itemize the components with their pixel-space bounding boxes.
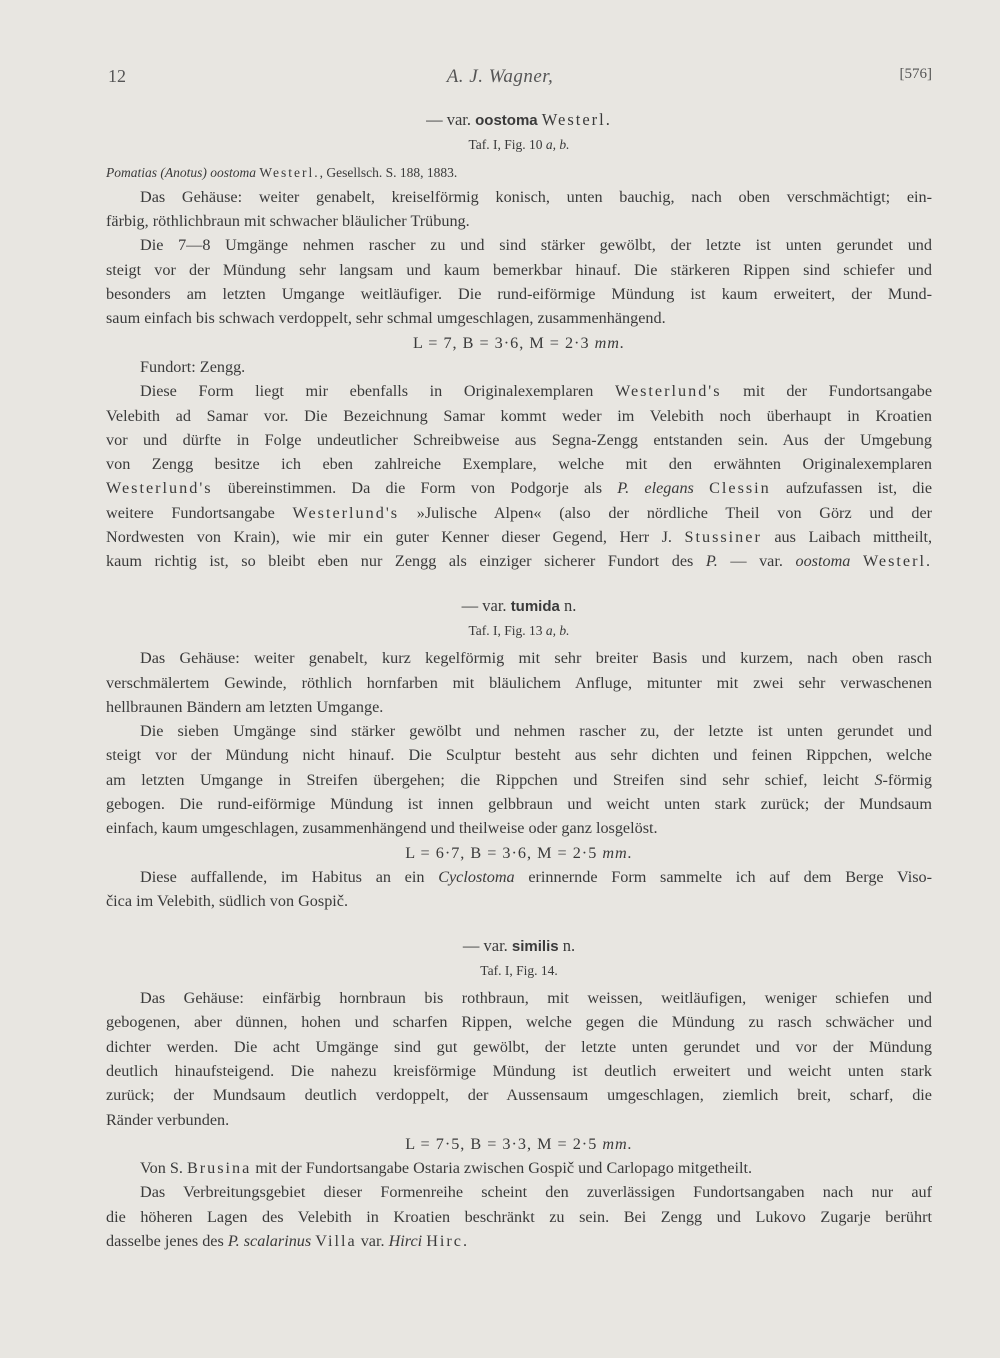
text-line: [106, 525, 932, 549]
measure-values: L = 7, B = 3·6, M = 2·3: [412, 333, 590, 352]
text-span: »Julische Alpen« (also der nördliche Theil von Görz und der: [416, 503, 933, 522]
measurements: [106, 331, 932, 355]
text-span: -förmig: [882, 770, 932, 789]
text-line: färbig, röthlichbraun mit schwacher bläulicher Trübung.: [106, 212, 470, 231]
text-line: Das Gehäuse: weiter genabelt, kurz kegelförmig mit sehr breiter Basis und kurzem, nach oben rasch: [140, 649, 932, 668]
page-number: 12: [108, 66, 126, 86]
article-body: [106, 108, 932, 1253]
text-line: [106, 1229, 932, 1253]
measurements: [106, 841, 932, 865]
author-name: Clessin: [709, 479, 771, 498]
text-line: einfach, kaum umgeschlagen, zusammenhängend und theilweise oder ganz losgelöst.: [106, 819, 658, 838]
text-line: verschmälertem Gewinde, röthlich hornfarben mit bläulichem Anfluge, mitunter mit zwei sehr verwaschenen: [106, 673, 932, 692]
var-suffix: n.: [562, 935, 576, 955]
text-line: Das Verbreitungsgebiet dieser Formenreihe scheint den zuverlässigen Fundortsangaben nach nur auf: [140, 1183, 932, 1202]
measure-values: L = 6·7, B = 3·6, M = 2·5: [405, 843, 598, 862]
author-name: Brusina: [186, 1159, 252, 1178]
text-span: kaum richtig ist, so bleibt eben nur Zengg als einziger sicherer Fundort des: [106, 552, 694, 571]
text-span: aus Laibach mittheilt,: [774, 528, 933, 547]
text-span: aufzufassen ist, die: [786, 479, 933, 498]
text-span: dasselbe jenes des: [106, 1232, 224, 1251]
author-name: Westerl.: [862, 552, 933, 571]
text-span: var.: [360, 1232, 385, 1251]
text-line: [106, 476, 932, 500]
italic-letter: S: [874, 770, 883, 789]
section-heading-similis: [106, 934, 932, 959]
measure-unit: mm.: [602, 1134, 633, 1153]
fundort: Fundort: Zengg.: [140, 357, 246, 376]
text-line: zurück; der Mundsaum deutlich verdoppelt, der Aussensaum umgeschlagen, ziemlich breit, scharf, die: [106, 1086, 932, 1105]
plate-letters: a, b.: [545, 622, 570, 638]
text-line: Die 7—8 Umgänge nehmen rascher zu und sind stärker gewölbt, der letzte ist unten gerundet und: [140, 236, 932, 255]
taxon-name: Cyclostoma: [438, 867, 515, 886]
var-suffix: n.: [563, 595, 577, 615]
text-line: [106, 865, 932, 889]
running-title: A. J. Wagner,: [446, 66, 554, 87]
section-heading-tumida: [106, 594, 932, 619]
bracket-reference: [576]: [899, 66, 932, 82]
text-line: Das Gehäuse: weiter genabelt, kreiselförmig konisch, unten bauchig, nach oben verschmächtigt; ein-: [140, 187, 932, 206]
text-line: [106, 1156, 932, 1180]
text-span: am letzten Umgange in Streifen übergehen; die Rippchen und Streifen sind sehr schief, leicht: [106, 770, 859, 789]
text-span: — var.: [730, 552, 783, 571]
text-line: gebogenen, aber dünnen, hohen und scharfen Rippen, welche gegen die Mündung zu rasch schwächer und: [106, 1013, 932, 1032]
text-line: steigt vor der Mündung nicht hinauf. Die Sculptur besteht aus sehr dichten und feinen Rippchen, welche: [106, 746, 932, 765]
measure-unit: mm.: [594, 333, 626, 352]
plate-reference: [106, 133, 932, 157]
spacer: [106, 574, 932, 594]
plate-text: Taf. I, Fig. 13: [468, 622, 543, 638]
text-line: deutlich hinaufsteigend. Die nahezu kreisförmige Mündung ist deutlich erweitert und weicht unten stark: [106, 1061, 932, 1080]
text-line: saum einfach bis schwach verdoppelt, sehr schmal umgeschlagen, zusammenhängend.: [106, 309, 666, 328]
text-span: mit der Fundortsangabe: [743, 382, 933, 401]
text-line: čica im Velebith, südlich von Gospič.: [106, 892, 349, 911]
text-span: erinnernde Form sammelte ich auf dem Berge Viso-: [528, 867, 933, 886]
plate-text: Taf. I, Fig. 10: [468, 137, 543, 153]
text-line: [106, 379, 932, 403]
text-line: dichter werden. Die acht Umgänge sind gut gewölbt, der letzte unten gerundet und vor der Mündung: [106, 1037, 932, 1056]
text-line: [106, 549, 932, 573]
var-prefix: — var.: [462, 935, 508, 955]
citation-rest: , Gesellsch. S. 188, 1883.: [319, 164, 458, 180]
plate-reference: Taf. I, Fig. 14.: [480, 962, 558, 978]
text-span: Nordwesten von Krain), wie mir ein guter Kenner dieser Gegend, Herr J.: [106, 528, 672, 547]
var-prefix: — var.: [461, 595, 507, 615]
var-name: similis: [511, 937, 559, 955]
author-name: Westerlund's: [106, 479, 213, 498]
text-line: vor und dürfte in Folge undeutlicher Schreibweise aus Segna-Zengg entstanden sein. Aus der Umgebung: [106, 430, 932, 449]
author-name: Villa: [315, 1232, 357, 1251]
text-line: von Zengg besitze ich eben zahlreiche Exemplare, welche mit den erwähnten Originalexemplaren: [106, 455, 932, 474]
text-line: die höheren Lagen des Velebith in Kroatien beschränkt zu sein. Bei Zengg und Lukovo Zugarje berührt: [106, 1207, 932, 1226]
author-name: Stussiner: [684, 528, 762, 547]
text-span: Diese auffallende, im Habitus an ein: [140, 867, 425, 886]
text-line: Die sieben Umgänge sind stärker gewölbt und nehmen rascher zu, der letzte ist unten gerundet und: [140, 722, 932, 741]
text-line: besonders am letzten Umgange weitläufiger. Die rund-eiförmige Mündung ist kaum erweitert, der Mund-: [106, 285, 932, 304]
var-name: tumida: [510, 597, 560, 615]
text-line: Ränder verbunden.: [106, 1110, 230, 1129]
measure-unit: mm.: [602, 843, 633, 862]
text-line: Velebith ad Samar vor. Die Bezeichnung Samar kommt weder im Velebith noch überhaupt in Kroatien: [106, 406, 932, 425]
text-span: mit der Fundortsangabe Ostaria zwischen Gospič und Carlopago mitgetheilt.: [255, 1159, 753, 1178]
text-line: Das Gehäuse: einfärbig hornbraun bis rothbraun, mit weissen, weitläufigen, weniger schiefen und: [140, 989, 932, 1008]
taxon-name: P. elegans: [617, 479, 694, 498]
spacer: [106, 914, 932, 934]
section-heading-oostoma: [106, 108, 932, 133]
text-span: Diese Form liegt mir ebenfalls in Originalexemplaren: [140, 382, 594, 401]
citation: [106, 161, 932, 185]
text-span: übereinstimmen. Da die Form von Podgorje als: [227, 479, 603, 498]
citation-taxon: Pomatias (Anotus) oostoma: [106, 164, 256, 180]
author-name: Westerlund's: [292, 503, 400, 522]
text-line: gebogen. Die rund-eiförmige Mündung ist innen gelbbraun und weicht unten stark zurück; der Mundsaum: [106, 795, 932, 814]
text-line: steigt vor der Mündung sehr langsam und kaum bemerkbar hinauf. Die stärkeren Rippen sind schiefer und: [106, 260, 932, 279]
taxon-name: P.: [705, 552, 718, 571]
var-prefix: — var.: [426, 110, 472, 129]
var-name: oostoma: [475, 112, 538, 129]
author-name: Westerlund's: [614, 382, 722, 401]
taxon-name: Hirci: [388, 1232, 423, 1251]
citation-author: Westerl.: [259, 164, 320, 180]
measurements: [106, 1132, 932, 1156]
taxon-name: oostoma: [795, 552, 851, 571]
plate-letters: a, b.: [545, 137, 570, 153]
var-author: Westerl.: [541, 110, 612, 129]
plate-reference: [106, 619, 932, 643]
taxon-name: P. scalarinus: [227, 1232, 312, 1251]
text-span: Von S.: [140, 1159, 183, 1178]
text-line: [106, 501, 932, 525]
measure-values: L = 7·5, B = 3·3, M = 2·5: [405, 1134, 598, 1153]
text-span: weitere Fundortsangabe: [106, 503, 275, 522]
author-name: Hirc.: [426, 1232, 469, 1251]
text-line: [106, 768, 932, 792]
text-line: hellbraunen Bändern am letzten Umgange.: [106, 697, 384, 716]
